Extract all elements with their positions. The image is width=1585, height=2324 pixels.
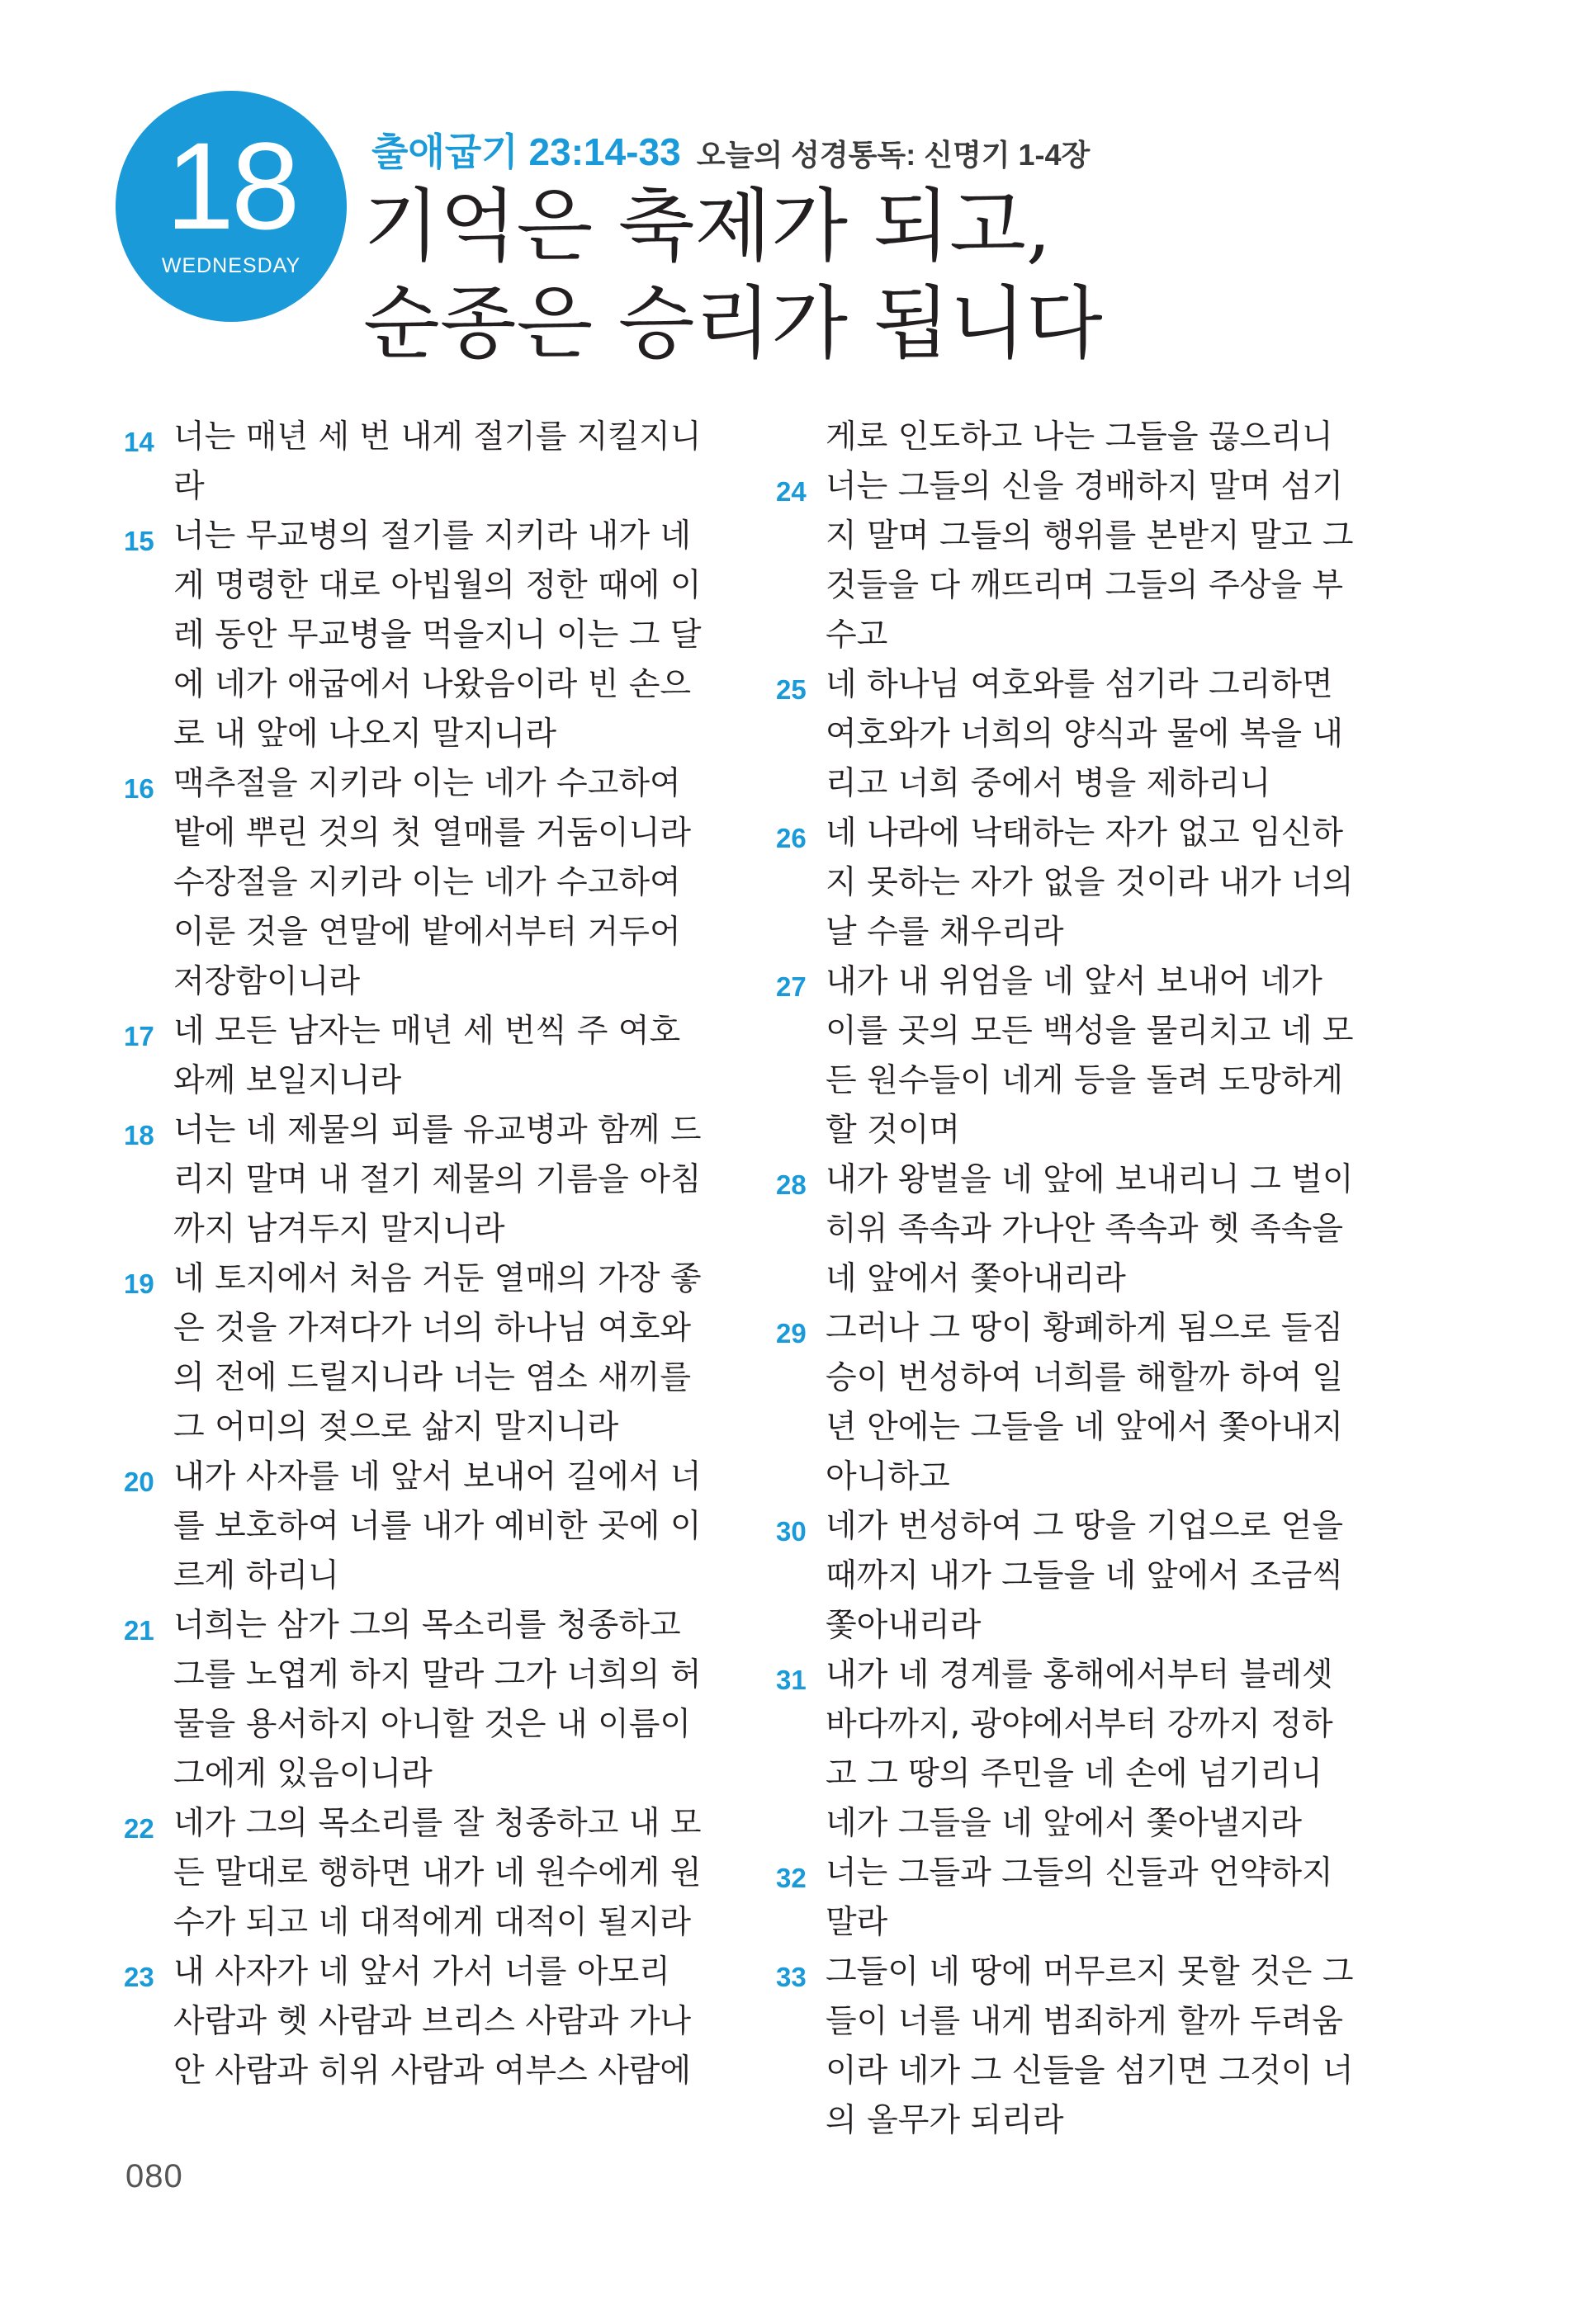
verse — [776, 1948, 1387, 2146]
verse — [124, 1106, 735, 1254]
verse-text-line: 이룬 것을 연말에 밭에서부터 거두어 — [173, 914, 681, 951]
verse — [776, 413, 1387, 462]
verse — [776, 660, 1387, 809]
verse-number: 19 — [124, 1268, 154, 1299]
verse-number: 31 — [776, 1665, 807, 1695]
verse-text-line: 그러나 그 땅이 황폐하게 됨으로 들짐 — [826, 1310, 1344, 1347]
verse-number: 22 — [124, 1813, 154, 1844]
verse-number: 21 — [124, 1615, 154, 1646]
verse-text-line: 수장절을 지키라 이는 네가 수고하여 — [173, 864, 681, 901]
verse-text-line: 레 동안 무교병을 먹을지니 이는 그 달 — [173, 616, 702, 654]
verse-number: 23 — [124, 1962, 154, 1992]
verse-text-line: 그를 노엽게 하지 말라 그가 너희의 허 — [173, 1656, 702, 1693]
verse-text-line: 년 안에는 그들을 네 앞에서 쫓아내지 — [826, 1409, 1344, 1446]
verse — [776, 809, 1387, 957]
verse-text-line: 이를 곳의 모든 백성을 물리치고 네 모 — [826, 1013, 1354, 1050]
verse-text-line: 네가 그의 목소리를 잘 청종하고 내 모 — [173, 1805, 702, 1842]
verse-text-line: 의 전에 드릴지니라 너는 염소 새끼를 — [173, 1359, 692, 1396]
verse-text-line: 너는 그들과 그들의 신들과 언약하지 — [826, 1854, 1333, 1892]
verse — [124, 1799, 735, 1948]
left-verse-column — [124, 413, 735, 2096]
verse — [776, 1502, 1387, 1651]
verse-text-line: 까지 남겨두지 말지니라 — [173, 1211, 505, 1248]
verse-text-line: 의 올무가 되리라 — [826, 2102, 1064, 2139]
verse-number: 16 — [124, 773, 154, 804]
date-number: 18 — [165, 116, 297, 255]
verse-number: 32 — [776, 1863, 807, 1893]
verse-text-line: 그들이 네 땅에 머무르지 못할 것은 그 — [826, 1953, 1354, 1991]
verse-number: 17 — [124, 1021, 154, 1051]
verse — [124, 413, 735, 512]
verse-text-line: 그에게 있음이니라 — [173, 1755, 433, 1793]
verse-text-line: 때까지 내가 그들을 네 앞에서 조금씩 — [826, 1557, 1344, 1594]
verse — [776, 462, 1387, 660]
page-number: 080 — [125, 2158, 183, 2194]
verse-text-line: 쫓아내리라 — [826, 1607, 982, 1644]
page-title — [363, 177, 1103, 372]
verse-text-line: 들이 너를 내게 범죄하게 할까 두려움 — [826, 2003, 1344, 2040]
verse-text-line: 너는 네 제물의 피를 유교병과 함께 드 — [173, 1112, 702, 1149]
verse-text-line: 너는 무교병의 절기를 지키라 내가 네 — [173, 517, 692, 555]
verse-text-line: 그 어미의 젖으로 삶지 말지니라 — [173, 1409, 619, 1446]
verse-text-line: 네 나라에 낙태하는 자가 없고 임신하 — [826, 815, 1344, 852]
verse-text-line: 에 네가 애굽에서 나왔음이라 빈 손으 — [173, 666, 692, 703]
verse-text-line: 내 사자가 네 앞서 가서 너를 아모리 — [173, 1953, 670, 1991]
header-reference-line — [371, 122, 1090, 177]
verse-text-line: 여호와가 너희의 양식과 물에 복을 내 — [826, 716, 1344, 753]
verse-number: 27 — [776, 971, 807, 1002]
verse-text-line: 말라 — [826, 1904, 888, 1941]
verse-text-line: 저장함이니라 — [173, 963, 361, 1000]
verse — [124, 1007, 735, 1106]
verse-text-line: 은 것을 가져다가 너의 하나님 여호와 — [173, 1310, 692, 1347]
verse-text-line: 든 원수들이 네게 등을 돌려 도망하게 — [826, 1062, 1344, 1099]
verse-number: 14 — [124, 427, 154, 457]
verse-text-line: 바다까지, 광야에서부터 강까지 정하 — [826, 1706, 1333, 1743]
verse-text-line: 라 — [173, 468, 205, 505]
verse-number: 20 — [124, 1467, 154, 1497]
verse-number: 26 — [776, 823, 807, 853]
verse-text-line: 내가 네 경계를 홍해에서부터 블레셋 — [826, 1656, 1333, 1693]
verse-text-line: 너는 매년 세 번 내게 절기를 지킬지니 — [173, 418, 702, 456]
verse-text-line: 네가 그들을 네 앞에서 쫓아낼지라 — [826, 1805, 1303, 1842]
verse-text-line: 고 그 땅의 주민을 네 손에 넘기리니 — [826, 1755, 1322, 1793]
verse-text-line: 와께 보일지니라 — [173, 1062, 402, 1099]
verse — [124, 1452, 735, 1601]
verse-number: 30 — [776, 1516, 807, 1547]
verse-text-line: 것들을 다 깨뜨리며 그들의 주상을 부 — [826, 567, 1344, 604]
title-line: 기억은 축제가 되고, — [363, 180, 1052, 272]
verse-text-line: 할 것이며 — [826, 1112, 961, 1149]
verse — [776, 1849, 1387, 1948]
verse-text-line: 르게 하리니 — [173, 1557, 339, 1594]
verse-text-line: 안 사람과 히위 사람과 여부스 사람에 — [173, 2052, 692, 2090]
verse — [776, 957, 1387, 1155]
verse — [124, 1948, 735, 2096]
verse-text-line: 승이 번성하여 너희를 해할까 하여 일 — [826, 1359, 1344, 1396]
weekday-label: WEDNESDAY — [161, 254, 301, 277]
verse — [776, 1155, 1387, 1304]
verse-number: 15 — [124, 526, 154, 556]
verse-text-line: 히위 족속과 가나안 족속과 헷 족속을 — [826, 1211, 1344, 1248]
verse-text-line: 게로 인도하고 나는 그들을 끊으리니 — [826, 418, 1333, 456]
verse — [124, 512, 735, 759]
verse-text-line: 게 명령한 대로 아빕월의 정한 때에 이 — [173, 567, 702, 604]
verse-text-line: 지 말며 그들의 행위를 본받지 말고 그 — [826, 517, 1354, 555]
verse-text-line: 로 내 앞에 나오지 말지니라 — [173, 716, 557, 753]
verse-text-line: 를 보호하여 너를 내가 예비한 곳에 이 — [173, 1508, 702, 1545]
verse-text-line: 수고 — [826, 616, 888, 654]
verse-text-line: 밭에 뿌린 것의 첫 열매를 거둠이니라 — [173, 815, 692, 852]
verse-text-line: 날 수를 채우리라 — [826, 914, 1064, 951]
verse — [124, 1601, 735, 1799]
title-line: 순종은 승리가 됩니다 — [363, 277, 1103, 370]
verse-text-line: 이라 네가 그 신들을 섬기면 그것이 너 — [826, 2052, 1354, 2090]
date-badge — [116, 91, 347, 322]
verse-text-line: 지 못하는 자가 없을 것이라 내가 너의 — [826, 864, 1354, 901]
verse-text-line: 맥추절을 지키라 이는 네가 수고하여 — [173, 765, 681, 802]
verse-text-line: 네 토지에서 처음 거둔 열매의 가장 좋 — [173, 1260, 702, 1297]
verse-text-line: 내가 사자를 네 앞서 보내어 길에서 너 — [173, 1458, 702, 1495]
verse-text-line: 내가 내 위엄을 네 앞서 보내어 네가 — [826, 963, 1322, 1000]
verse-number: 18 — [124, 1120, 154, 1150]
verse — [124, 1254, 735, 1452]
verse-text-line: 네 모든 남자는 매년 세 번씩 주 여호 — [173, 1013, 681, 1050]
daily-reading: 오늘의 성경통독: 신명기 1-4장 — [696, 138, 1091, 172]
verse-text-line: 리지 말며 내 절기 제물의 기름을 아침 — [173, 1161, 702, 1198]
verse-text-line: 너는 그들의 신을 경배하지 말며 섬기 — [826, 468, 1344, 505]
verse — [776, 1651, 1387, 1849]
verse-number: 24 — [776, 476, 807, 507]
verse-number: 29 — [776, 1318, 807, 1349]
verse-text-line: 리고 너희 중에서 병을 제하리니 — [826, 765, 1271, 802]
verse-text-line: 든 말대로 행하면 내가 네 원수에게 원 — [173, 1854, 702, 1892]
verse-text-line: 네 앞에서 쫓아내리라 — [826, 1260, 1126, 1297]
verse-text-line: 수가 되고 네 대적에게 대적이 될지라 — [173, 1904, 692, 1941]
verse-text-line: 아니하고 — [826, 1458, 950, 1495]
scripture-reference: 출애굽기 23:14-33 — [371, 130, 681, 173]
verse-text-line: 네 하나님 여호와를 섬기라 그리하면 — [826, 666, 1333, 703]
verse-number: 33 — [776, 1962, 807, 1992]
verse-text-line: 사람과 헷 사람과 브리스 사람과 가나 — [173, 2003, 692, 2040]
verse-text-line: 너희는 삼가 그의 목소리를 청종하고 — [173, 1607, 681, 1644]
verse-text-line: 물을 용서하지 아니할 것은 내 이름이 — [173, 1706, 692, 1743]
verse-number: 28 — [776, 1169, 807, 1200]
verse — [124, 759, 735, 1007]
verse-text-line: 내가 왕벌을 네 앞에 보내리니 그 벌이 — [826, 1161, 1354, 1198]
verse-number: 25 — [776, 674, 807, 705]
right-verse-column — [776, 413, 1387, 2146]
verse — [776, 1304, 1387, 1502]
verse-text-line: 네가 번성하여 그 땅을 기업으로 얻을 — [826, 1508, 1344, 1545]
